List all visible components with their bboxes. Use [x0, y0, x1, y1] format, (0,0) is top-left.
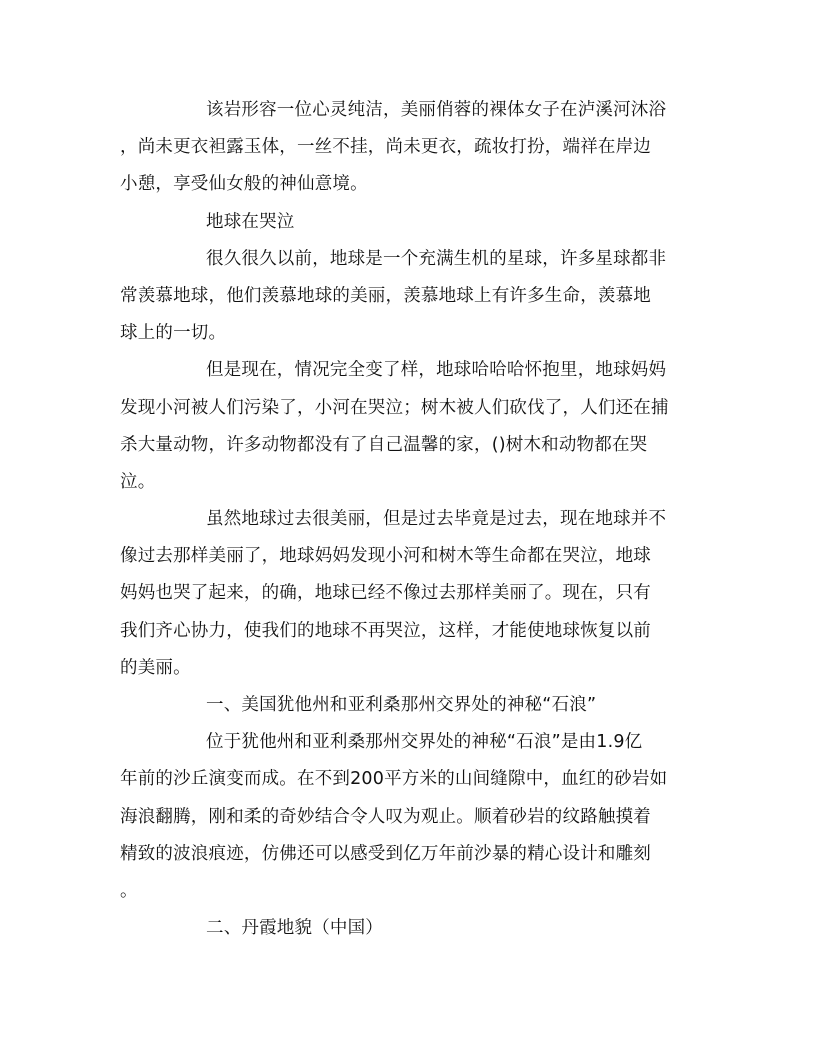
paragraph-line: 妈妈也哭了起来，的确，地球已经不像过去那样美丽了。现在，只有: [120, 583, 651, 604]
paragraph-line: 虽然地球过去很美丽，但是过去毕竟是过去，现在地球并不: [206, 509, 667, 530]
paragraph-line: 年前的沙丘演变而成。在不到200平方米的山间缝隙中，血红的砂岩如: [120, 769, 668, 790]
paragraph-line: 像过去那样美丽了，地球妈妈发现小河和树木等生命都在哭泣，地球: [120, 546, 651, 567]
paragraph-line: 精致的波浪痕迹，仿佛还可以感受到亿万年前沙暴的精心设计和雕刻: [120, 843, 651, 864]
section-heading: 一、美国犹他州和亚利桑那州交界处的神秘“石浪”: [206, 695, 597, 715]
paragraph-line: 小憩，享受仙女般的神仙意境。: [120, 174, 368, 195]
paragraph-line: 海浪翻腾，刚和柔的奇妙结合令人叹为观止。顺着砂岩的纹路触摸着: [120, 806, 651, 827]
paragraph-line: 泣。: [120, 471, 156, 492]
paragraph-line: 的美丽。: [120, 657, 191, 678]
paragraph-line: 。: [120, 880, 138, 901]
section-heading: 地球在哭泣: [206, 211, 295, 232]
paragraph-line: 常羡慕地球，他们羡慕地球的美丽，羡慕地球上有许多生命，羡慕地: [120, 285, 651, 306]
paragraph-line: 发现小河被人们污染了，小河在哭泣；树木被人们砍伐了，人们还在捕: [120, 397, 669, 418]
paragraph-line: ，尚未更衣袒露玉体，一丝不挂，尚未更衣，疏妆打扮，端祥在岸边: [120, 137, 651, 158]
paragraph-line: 位于犹他州和亚利桑那州交界处的神秘“石浪”是由1.9亿: [206, 732, 643, 753]
paragraph-line: 球上的一切。: [120, 323, 227, 344]
section-heading: 二、丹霞地貌（中国）: [206, 918, 383, 939]
document-body: [120, 92, 700, 947]
paragraph-line: 该岩形容一位心灵纯洁，美丽俏蓉的裸体女子在泸溪河沐浴: [206, 100, 667, 120]
paragraph-line: 杀大量动物，许多动物都没有了自己温馨的家，()树木和动物都在哭: [120, 434, 648, 455]
paragraph-line: 我们齐心协力，使我们的地球不再哭泣，这样，才能使地球恢复以前: [120, 620, 651, 641]
paragraph-line: 很久很久以前，地球是一个充满生机的星球，许多星球都非: [206, 248, 667, 269]
paragraph-line: 但是现在，情况完全变了样，地球哈哈哈怀抱里，地球妈妈: [206, 360, 667, 381]
